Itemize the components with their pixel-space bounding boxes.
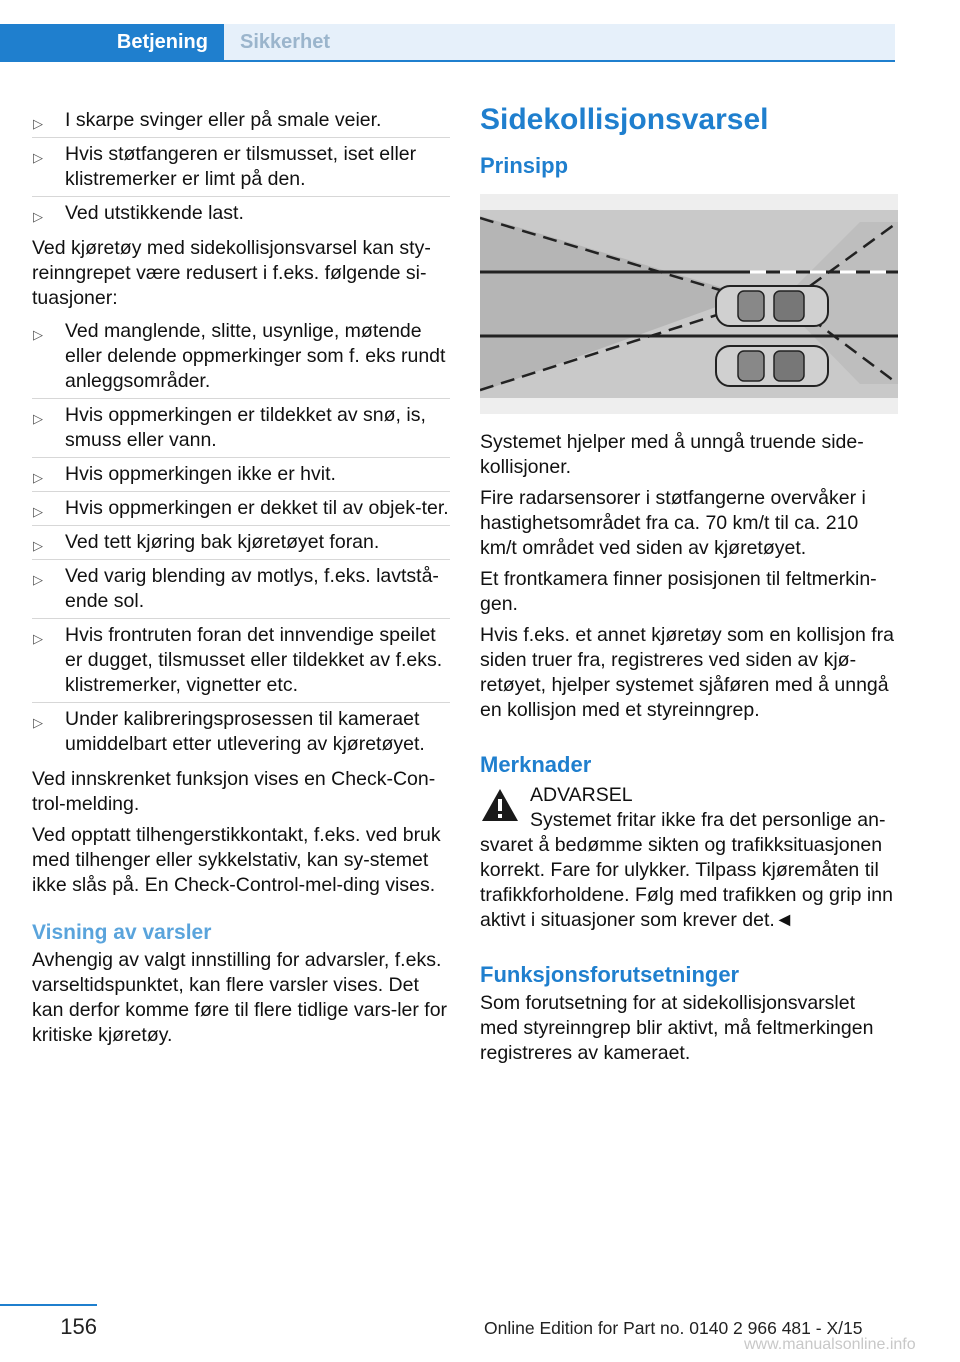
section-tabs: [0, 0, 895, 62]
list-item: ▷ Hvis oppmerkingen er dekket til av objek-ter.: [32, 492, 450, 526]
bullet-triangle-icon: ▷: [33, 411, 43, 426]
section-heading-requirements: Funksjonsforutsetninger: [480, 962, 740, 987]
list-item: ▷ Hvis frontruten foran det innvendige speilet er dugget, tilsmusset eller tildekket av f.eks. klistremerker, vignetter etc.: [32, 619, 450, 703]
paragraph: Et frontkamera finner posisjonen til feltmerkin-gen.: [480, 568, 877, 615]
warning-triangle-icon: [480, 787, 520, 823]
bullet-triangle-icon: ▷: [33, 116, 43, 131]
warning-box: [480, 783, 898, 933]
paragraph: Systemet hjelper med å unngå truende side-kollisjoner.: [480, 431, 864, 478]
limitations-list-1: [32, 104, 450, 230]
bullet-triangle-icon: ▷: [33, 538, 43, 553]
page-title: Sidekollisjonsvarsel: [480, 103, 769, 136]
bullet-triangle-icon: ▷: [33, 209, 43, 224]
paragraph: Ved opptatt tilhengerstikkontakt, f.eks. ved bruk med tilhenger eller sykkelstativ, kan sy-stemet ikke slås på. En Check-Control-mel-ding vises.: [32, 824, 441, 896]
list-item: ▷ I skarpe svinger eller på smale veier.: [32, 104, 450, 138]
bullet-triangle-icon: ▷: [33, 470, 43, 485]
section-heading-notes: Merknader: [480, 752, 592, 777]
section-heading-principle: Prinsipp: [480, 153, 569, 178]
page-number-rule: [0, 1304, 97, 1306]
bullet-triangle-icon: ▷: [33, 572, 43, 587]
paragraph: Hvis f.eks. et annet kjøretøy som en kollisjon fra siden truer fra, registreres ved siden av kjø-retøyet, hjelper systemet sjåføren med å unngå en kollisjon med et styreinngrep.: [480, 624, 894, 721]
list-item: ▷ Ved utstikkende last.: [32, 197, 450, 230]
adjacent-car: [716, 346, 828, 386]
section-heading-warnings-display: Visning av varsler: [32, 921, 212, 944]
tab-sikkerhet[interactable]: Sikkerhet: [224, 24, 895, 60]
side-collision-illustration: [480, 194, 898, 414]
tab-betjening[interactable]: Betjening: [0, 24, 224, 60]
paragraph: Avhengig av valgt innstilling for advarsler, f.eks. varseltidspunktet, kan flere varsler vises. Det kan derfor komme føre til flere tidlige vars-ler for kritiske kjøretøy.: [32, 949, 448, 1046]
limitations-list-2: [32, 315, 450, 761]
list-item: ▷ Hvis oppmerkingen ikke er hvit.: [32, 458, 450, 492]
warning-text-lead: Systemet fritar ikke fra det personlige an-: [530, 809, 886, 831]
watermark: www.manualsonline.info: [744, 1336, 916, 1353]
bullet-triangle-icon: ▷: [33, 504, 43, 519]
paragraph: Som forutsetning for at sidekollisjonsvarslet med styreinngrep blir aktivt, må feltmerkingen registreres av kameraet.: [480, 992, 874, 1064]
list-item: ▷ Ved varig blending av motlys, f.eks. lavtstå-ende sol.: [32, 560, 450, 619]
list-item: ▷ Hvis oppmerkingen er tildekket av snø, is, smuss eller vann.: [32, 399, 450, 458]
page-number: 156: [60, 1314, 97, 1339]
edition-footer: Online Edition for Part no. 0140 2 966 481 - X/15: [484, 1318, 863, 1338]
paragraph: Fire radarsensorer i støtfangerne overvåker i hastighetsområdet fra ca. 70 km/t til ca. 210 km/t området ved siden av kjøretøyet.: [480, 487, 866, 559]
bullet-triangle-icon: ▷: [33, 150, 43, 165]
paragraph: Ved kjøretøy med sidekollisjonsvarsel kan sty-reinngrepet være redusert i f.eks. følgende si-tuasjoner:: [32, 237, 431, 309]
bullet-triangle-icon: ▷: [33, 327, 43, 342]
bullet-triangle-icon: ▷: [33, 631, 43, 646]
list-item: ▷ Ved manglende, slitte, usynlige, møtende eller delende oppmerkinger som f. eks rundt anleggsområder.: [32, 315, 450, 399]
header-rule: [0, 60, 895, 62]
warning-title: ADVARSEL: [530, 784, 633, 806]
warning-text: svaret å bedømme sikten og trafikksituasjonen korrekt. Fare for ulykker. Tilpass kjøremåten til trafikkforholdene. Følg med trafikken og grip inn aktivt i situasjoner som krever det.◄: [480, 834, 893, 931]
list-item: ▷ Hvis støtfangeren er tilsmusset, iset eller klistremerker er limt på den.: [32, 138, 450, 197]
ego-car: [716, 286, 828, 326]
list-item: ▷ Ved tett kjøring bak kjøretøyet foran.: [32, 526, 450, 560]
right-column: [480, 100, 898, 1070]
list-item: ▷ Under kalibreringsprosessen til kameraet umiddelbart etter utlevering av kjøretøyet.: [33, 708, 425, 755]
left-column: [32, 104, 450, 1052]
bullet-triangle-icon: ▷: [33, 715, 43, 730]
paragraph: Ved innskrenket funksjon vises en Check-Con-trol-melding.: [32, 768, 436, 815]
